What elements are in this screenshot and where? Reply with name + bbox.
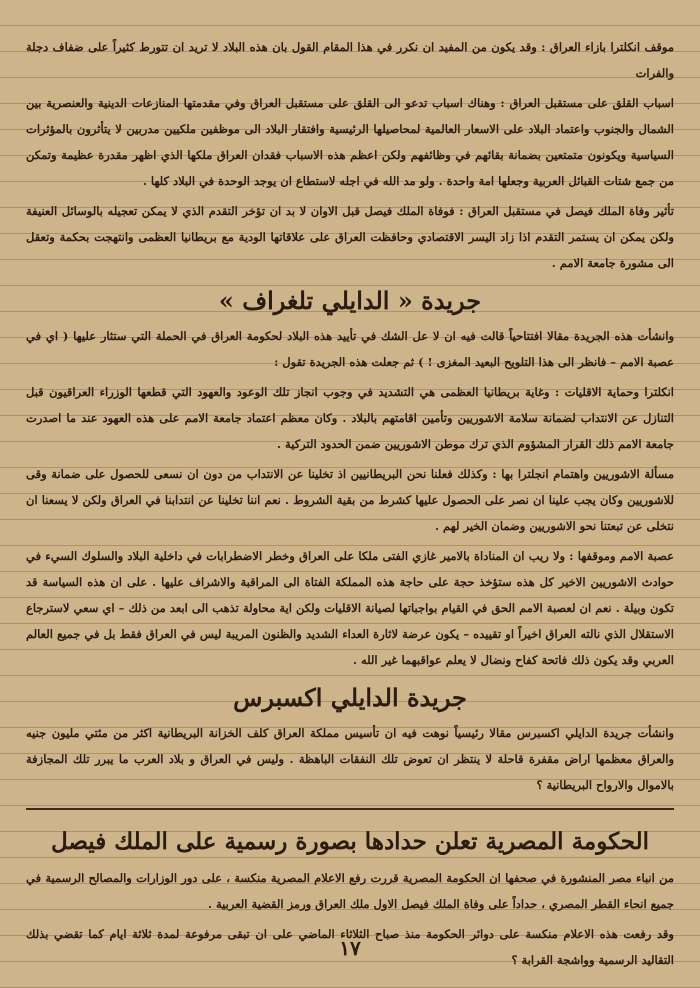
- paragraph: وانشأت جريدة الدايلي اكسبرس مقالا رئيسياً نوهت فيه ان تأسيس مملكة العراق كلف الخزانة البريطانية اكثر من مئتي مليون جنيه والعراق معظمها اراض مقفرة قاحلة لا ينتظر ان تعوض تلك النفقات الباهظة . وليس في العراق و بلاد العرب ما يبرر تلك المجازفة بالاموال والارواح البريطانية ؟: [26, 726, 674, 792]
- section-heading: جريدة « الدايلي تلغراف »: [218, 286, 482, 315]
- paragraph: مسألة الاشوريين واهتمام انجلترا بها : وكذلك فعلنا نحن البريطانيين اذ تخلينا عن الانتداب من دون ان نسعى للحصول على ضمانة وقى للاشوريين وكان يجب علينا ان نصر على الحصول عليها كشرط من بقية الشروط . نعم اننا تخلينا عن انتدابنا في العراق ولكن لا يسعنا ان نتخلى عن تبعتنا نحو الاشوريين وضمان الخير لهم .: [26, 467, 674, 533]
- paragraph: انكلترا وحماية الاقليات : وغاية بريطانيا العظمى هي التشديد في وجوب انجاز تلك الوعود والعهود التي قطعها الوزراء العراقيون قبل التنازل عن الانتداب لضمانة سلامة الاشوريين وتأمين اقامتهم بالبلاد . وكان معظم اعتماد جامعة الامم على هذه العهود عند ما اصدرت جامعة الامم ذلك القرار المشؤوم الذي ترك موطن الاشوريين ضمن الحدود التركية .: [26, 385, 674, 451]
- paragraph: من انباء مصر المنشورة في صحفها ان الحكومة المصرية قررت رفع الاعلام المصرية منكسة ، على دور الوزارات والمصالح الرسمية في جميع انحاء القطر المصري ، حداداً على وفاة الملك فيصل الاول ملك العراق ورمز القضية العربية .: [26, 871, 674, 911]
- paragraph: وقد رفعت هذه الاعلام منكسة على دوائر الحكومة منذ صباح الثلاثاء الماضي على ان تبقى مرفوعة لمدة ثلاثة ايام كما تقضي بذلك التقاليد الرسمية وواشجة القرابة ؟: [26, 927, 674, 967]
- paragraph: تأثير وفاة الملك فيصل في مستقبل العراق : فوفاة الملك فيصل قبل الاوان لا بد ان تؤخر التقدم الذي لا يمكن تعجيله بالوسائل العنيفة ولكن يمكن ان يستمر التقدم اذا زاد اليسر الاقتصادي وحافظت العراق على علاقاتها الودية مع بريطانيا العظمى وانتهجت بحكمة وتعقل الى مشورة جامعة الامم .: [26, 204, 674, 270]
- section-intro: [26, 34, 674, 276]
- divider: [26, 808, 674, 810]
- section-daily-express: [26, 683, 674, 798]
- section-heading: جريدة الدايلي اكسبرس: [233, 683, 467, 712]
- paragraph: وانشأت هذه الجريدة مقالا افتتاحياً قالت فيه ان لا عل الشك في تأييد هذه البلاد لحكومة العراق في الحملة التي ستثار عليها ( اي في عصبة الامم – فانظر الى هذا التلويح البعيد المغزى ! ) ثم جعلت هذه الجريدة تقول :: [26, 329, 674, 369]
- paragraph: اسباب القلق على مستقبل العراق : وهناك اسباب تدعو الى القلق على مستقبل العراق وفي مقدمتها المنازعات الدينية والعنصرية بين الشمال والجنوب واعتماد البلاد على الاسعار العالمية لمحاصيلها الرئيسية وافتقار البلاد الى موظفين ملكيين مدربين لا يتأثرون بالمؤثرات السياسية ويكونون متمتعين بضمانة بقائهم في وظائفهم ولكن اعظم هذه الاسباب فقدان العراق ملكها الذي اظهر مقدرة عظيمة وتمكن من جمع شتات القبائل العربية وجعلها امة واحدة . ولو مد الله في اجله لاستطاع ان يوجد الوحدة في البلاد كلها .: [26, 96, 674, 188]
- paragraph: موقف انكلترا بازاء العراق : وقد يكون من المفيد ان نكرر في هذا المقام القول بان هذه البلاد لا تريد ان تتورط كثيراً على ضفاف دجلة والفرات: [26, 40, 674, 80]
- section-daily-telegraph: [26, 286, 674, 673]
- paragraph: عصبة الامم وموقفها : ولا ريب ان المناداة بالامير غازي الفتى ملكا على العراق وخطر الاضطرابات في داخلية البلاد والسلوك السيء في حوادث الاشوريين الاخير كل هذه ستؤخذ حجة على حاجة هذه المملكة الفتاة الى المراقبة والاشراف عليها . على ان هذه السياسة قد تكون وبيلة . نعم ان لعصبة الامم الحق في القيام بواجباتها لصيانة الاقليات ولكن اية محاولة تذهب الى ابعد من ذلك – اي سعي لاسترجاع الاستقلال الذي نالته العراق اخيراً او تقييده – يكون عرضة لاثارة العداء الشديد والظنون المريبة ليس في العراق فقط بل في جميع العالم العربي وقد يكون ذلك فاتحة كفاح ونضال لا يعلم عواقبهما غير الله .: [26, 549, 674, 667]
- page-number: ١٧: [339, 936, 361, 960]
- section-heading: الحكومة المصرية تعلن حدادها بصورة رسمية على الملك فيصل: [50, 828, 650, 855]
